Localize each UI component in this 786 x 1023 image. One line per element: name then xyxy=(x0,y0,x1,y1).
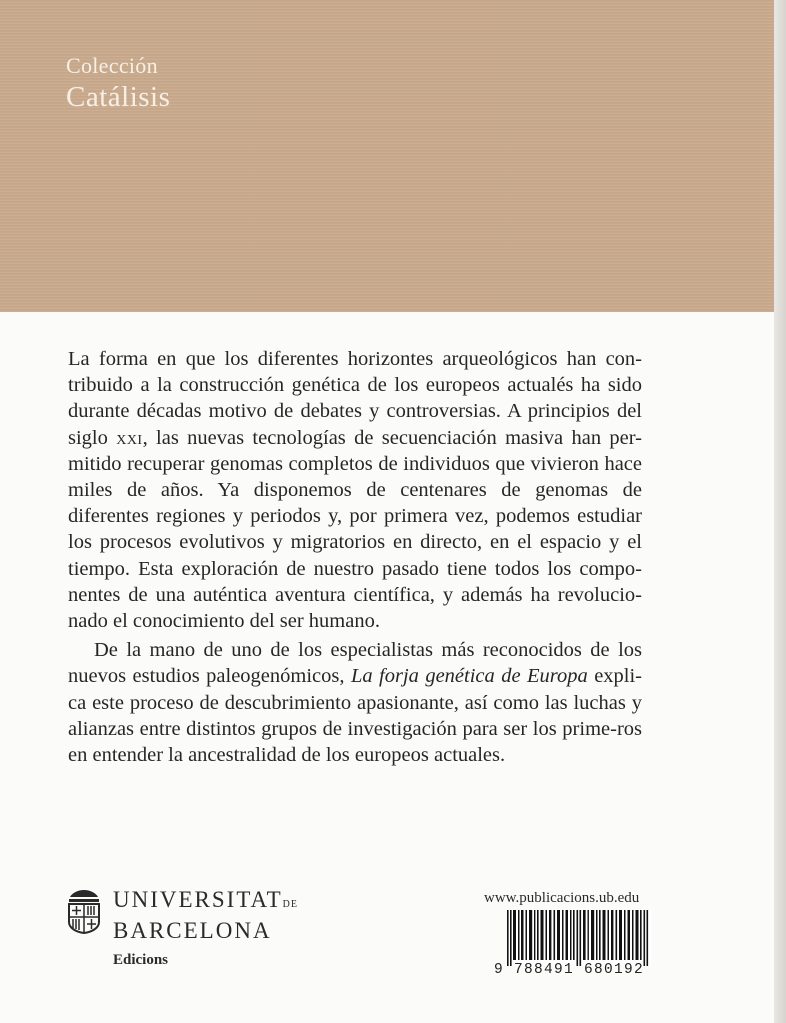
university-shield-icon xyxy=(66,888,102,934)
century-numeral: xxi xyxy=(116,426,143,449)
publisher-name-de: DE xyxy=(282,899,298,910)
blurb-paragraph-2 xyxy=(68,637,642,768)
publisher-name xyxy=(113,886,298,944)
series-label: Colección xyxy=(66,53,158,78)
publisher-website: www.publicacions.ub.edu xyxy=(484,890,640,906)
blurb-paragraph-1 xyxy=(68,346,642,634)
back-cover-blurb xyxy=(68,346,642,768)
isbn-barcode xyxy=(507,910,651,966)
top-color-band xyxy=(0,0,774,312)
publisher-name-line-2: BARCELONA xyxy=(113,918,272,943)
blurb-text: La forma en que los diferentes horizontes arqueológicos han con-tribuido a la construcción genética de los europeos actualés ha sido durante décadas motivo de debates y controversias. A principios del siglo xyxy=(68,348,642,449)
isbn-digits: 9 788491 680192 xyxy=(494,962,645,978)
series-title xyxy=(66,52,170,114)
blurb-text: , las nuevas tecnologías de secuenciación masiva han per-mitido recuperar genomas completos de individuos que vivieron hace miles de años. Ya disponemos de centenares de genomas de diferentes regiones y periodos y, por primera vez, podemos estudiar los procesos evolutivos y migratorios en directo, en el espacio y el tiempo. Esta exploración de nuestro pasado tiene todos los compo-nentes de una auténtica aventura científica, y además ha revolucio-nado el conocimiento del ser humano. xyxy=(68,426,642,633)
cover-edge xyxy=(774,0,786,1023)
series-name: Catálisis xyxy=(66,81,171,113)
blurb-text: expli-ca este proceso de descubrimiento apasionante, así como las luchas y alianzas entre distintos grupos de investigación para ser los prime-ros en entender la ancestralidad de los europeos actuales. xyxy=(68,665,643,767)
book-title: La forja genética de Europa xyxy=(350,665,588,688)
publisher-name-line-1: UNIVERSITAT xyxy=(113,887,283,912)
blurb-text: De la mano de uno de los especialistas más reconocidos de los nuevos estudios paleogenómicos, xyxy=(68,639,642,688)
publisher-imprint: Edicions xyxy=(113,952,169,968)
